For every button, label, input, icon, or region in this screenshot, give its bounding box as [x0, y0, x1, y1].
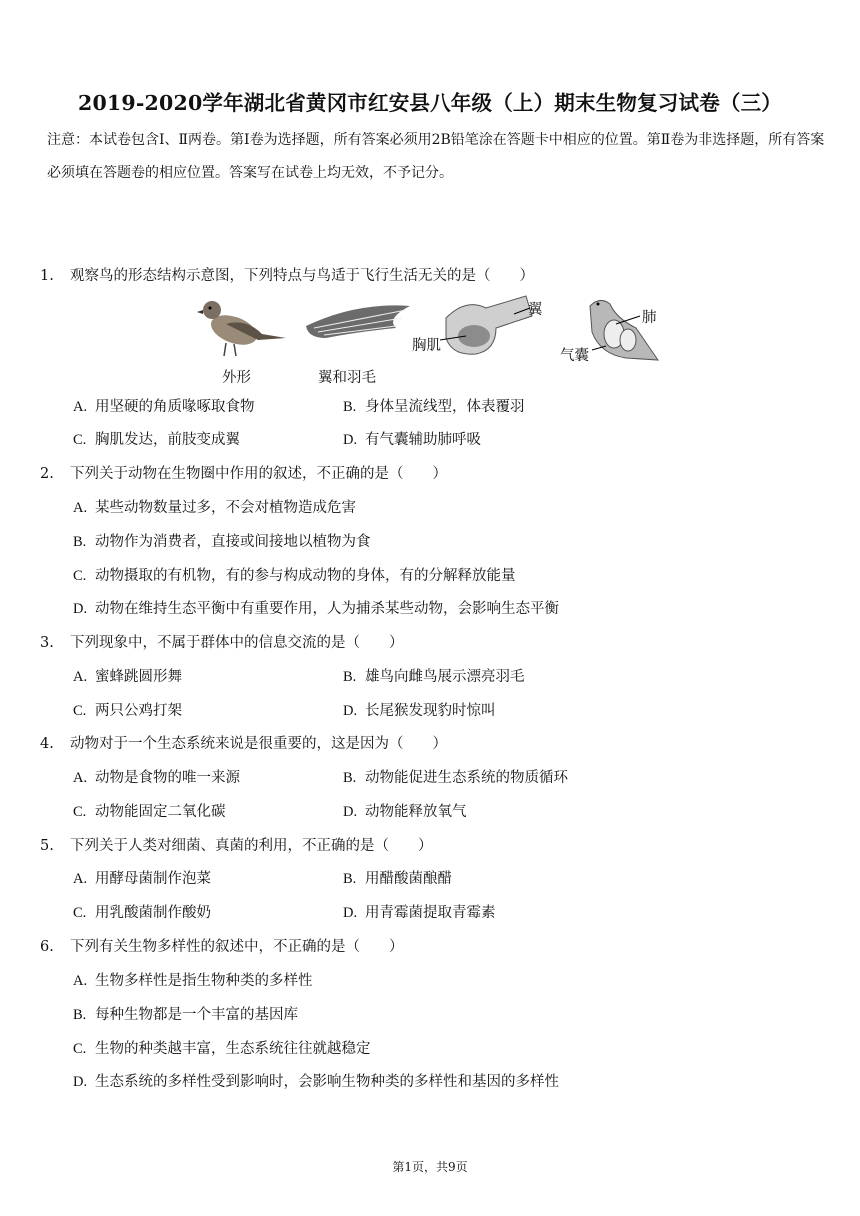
question-stem: 动物对于一个生态系统来说是很重要的，这是因为（ ） [70, 736, 447, 752]
exam-notice: 注意：本试卷包含Ⅰ、Ⅱ两卷。第Ⅰ卷为选择题，所有答案必须用2B铅笔涂在答题卡中相应的位置。第Ⅱ卷为非选择题，所有答案必须填在答题卷的相应位置。答案写在试卷上均无效，不予记分。 [47, 132, 825, 181]
q1-option-c[interactable]: C. 胸肌发达，前肢变成翼 [73, 432, 240, 448]
label-lung: 肺 [642, 310, 657, 326]
question-stem: 下列有关生物多样性的叙述中，不正确的是（ ） [70, 939, 404, 955]
q5-option-c[interactable]: C. 用乳酸菌制作酸奶 [73, 905, 211, 921]
question-4: 4. 动物对于一个生态系统来说是很重要的，这是因为（ ） [40, 736, 447, 752]
pectoral-muscle-illustration [440, 296, 532, 354]
q2-option-d[interactable]: D. 动物在维持生态平衡中有重要作用，人为捕杀某些动物，会影响生态平衡 [73, 601, 559, 617]
bird-structure-figure [196, 288, 670, 388]
page-footer: 第1页，共9页 [392, 1160, 468, 1174]
question-stem: 下列现象中，不属于群体中的信息交流的是（ ） [70, 635, 404, 651]
question-1 [40, 264, 534, 285]
label-appearance: 外形 [222, 370, 251, 386]
wing-illustration [306, 305, 410, 338]
q5-option-d[interactable]: D. 用青霉菌提取青霉素 [343, 905, 496, 921]
question-2: 2. 下列关于动物在生物圈中作用的叙述，不正确的是（ ） [40, 466, 447, 482]
sparrow-illustration [197, 301, 286, 356]
page-title: 2019-2020学年湖北省黄冈市红安县八年级（上）期末生物复习试卷（三） [77, 91, 783, 115]
label-wing-feathers: 翼和羽毛 [318, 370, 376, 386]
q6-option-b[interactable]: B. 每种生物都是一个丰富的基因库 [73, 1007, 298, 1023]
question-3: 3. 下列现象中，不属于群体中的信息交流的是（ ） [40, 635, 404, 651]
label-wing: 翼 [528, 302, 543, 318]
q3-option-a[interactable]: A. 蜜蜂跳圆形舞 [73, 669, 182, 685]
q6-option-a[interactable]: A. 生物多样性是指生物种类的多样性 [73, 973, 313, 989]
question-6: 6. 下列有关生物多样性的叙述中，不正确的是（ ） [40, 939, 404, 955]
q3-option-c[interactable]: C. 两只公鸡打架 [73, 703, 182, 719]
q4-option-c[interactable]: C. 动物能固定二氧化碳 [73, 804, 226, 820]
question-stem: 下列关于动物在生物圈中作用的叙述，不正确的是（ ） [70, 466, 447, 482]
q1-option-a[interactable]: A. 用坚硬的角质喙啄取食物 [73, 399, 255, 415]
q1-option-d[interactable]: D. 有气囊辅助肺呼吸 [343, 432, 481, 448]
question-stem: 观察鸟的形态结构示意图，下列特点与鸟适于飞行生活无关的是（ ） [70, 268, 534, 284]
q2-option-c[interactable]: C. 动物摄取的有机物，有的参与构成动物的身体，有的分解释放能量 [73, 568, 516, 584]
q1-option-b[interactable]: B. 身体呈流线型，体表覆羽 [343, 399, 525, 415]
question-stem: 下列关于人类对细菌、真菌的利用，不正确的是（ ） [70, 838, 433, 854]
q4-option-d[interactable]: D. 动物能释放氧气 [343, 804, 467, 820]
q5-option-b[interactable]: B. 用醋酸菌酿醋 [343, 871, 452, 887]
q3-option-d[interactable]: D. 长尾猴发现豹时惊叫 [343, 703, 496, 719]
q3-option-b[interactable]: B. 雄鸟向雌鸟展示漂亮羽毛 [343, 669, 525, 685]
q2-option-a[interactable]: A. 某些动物数量过多，不会对植物造成危害 [73, 500, 356, 516]
q2-option-b[interactable]: B. 动物作为消费者，直接或间接地以植物为食 [73, 534, 371, 550]
q6-option-c[interactable]: C. 生物的种类越丰富，生态系统往往就越稳定 [73, 1041, 371, 1057]
q6-option-d[interactable]: D. 生态系统的多样性受到影响时，会影响生物种类的多样性和基因的多样性 [73, 1074, 559, 1090]
question-number: 1. [40, 268, 54, 284]
label-pectoral-muscle: 胸肌 [412, 338, 441, 354]
q4-option-b[interactable]: B. 动物能促进生态系统的物质循环 [343, 770, 568, 786]
label-air-sac: 气囊 [560, 348, 589, 364]
q4-option-a[interactable]: A. 动物是食物的唯一来源 [73, 770, 240, 786]
question-5: 5. 下列关于人类对细菌、真菌的利用，不正确的是（ ） [40, 838, 433, 854]
q5-option-a[interactable]: A. 用酵母菌制作泡菜 [73, 871, 211, 887]
